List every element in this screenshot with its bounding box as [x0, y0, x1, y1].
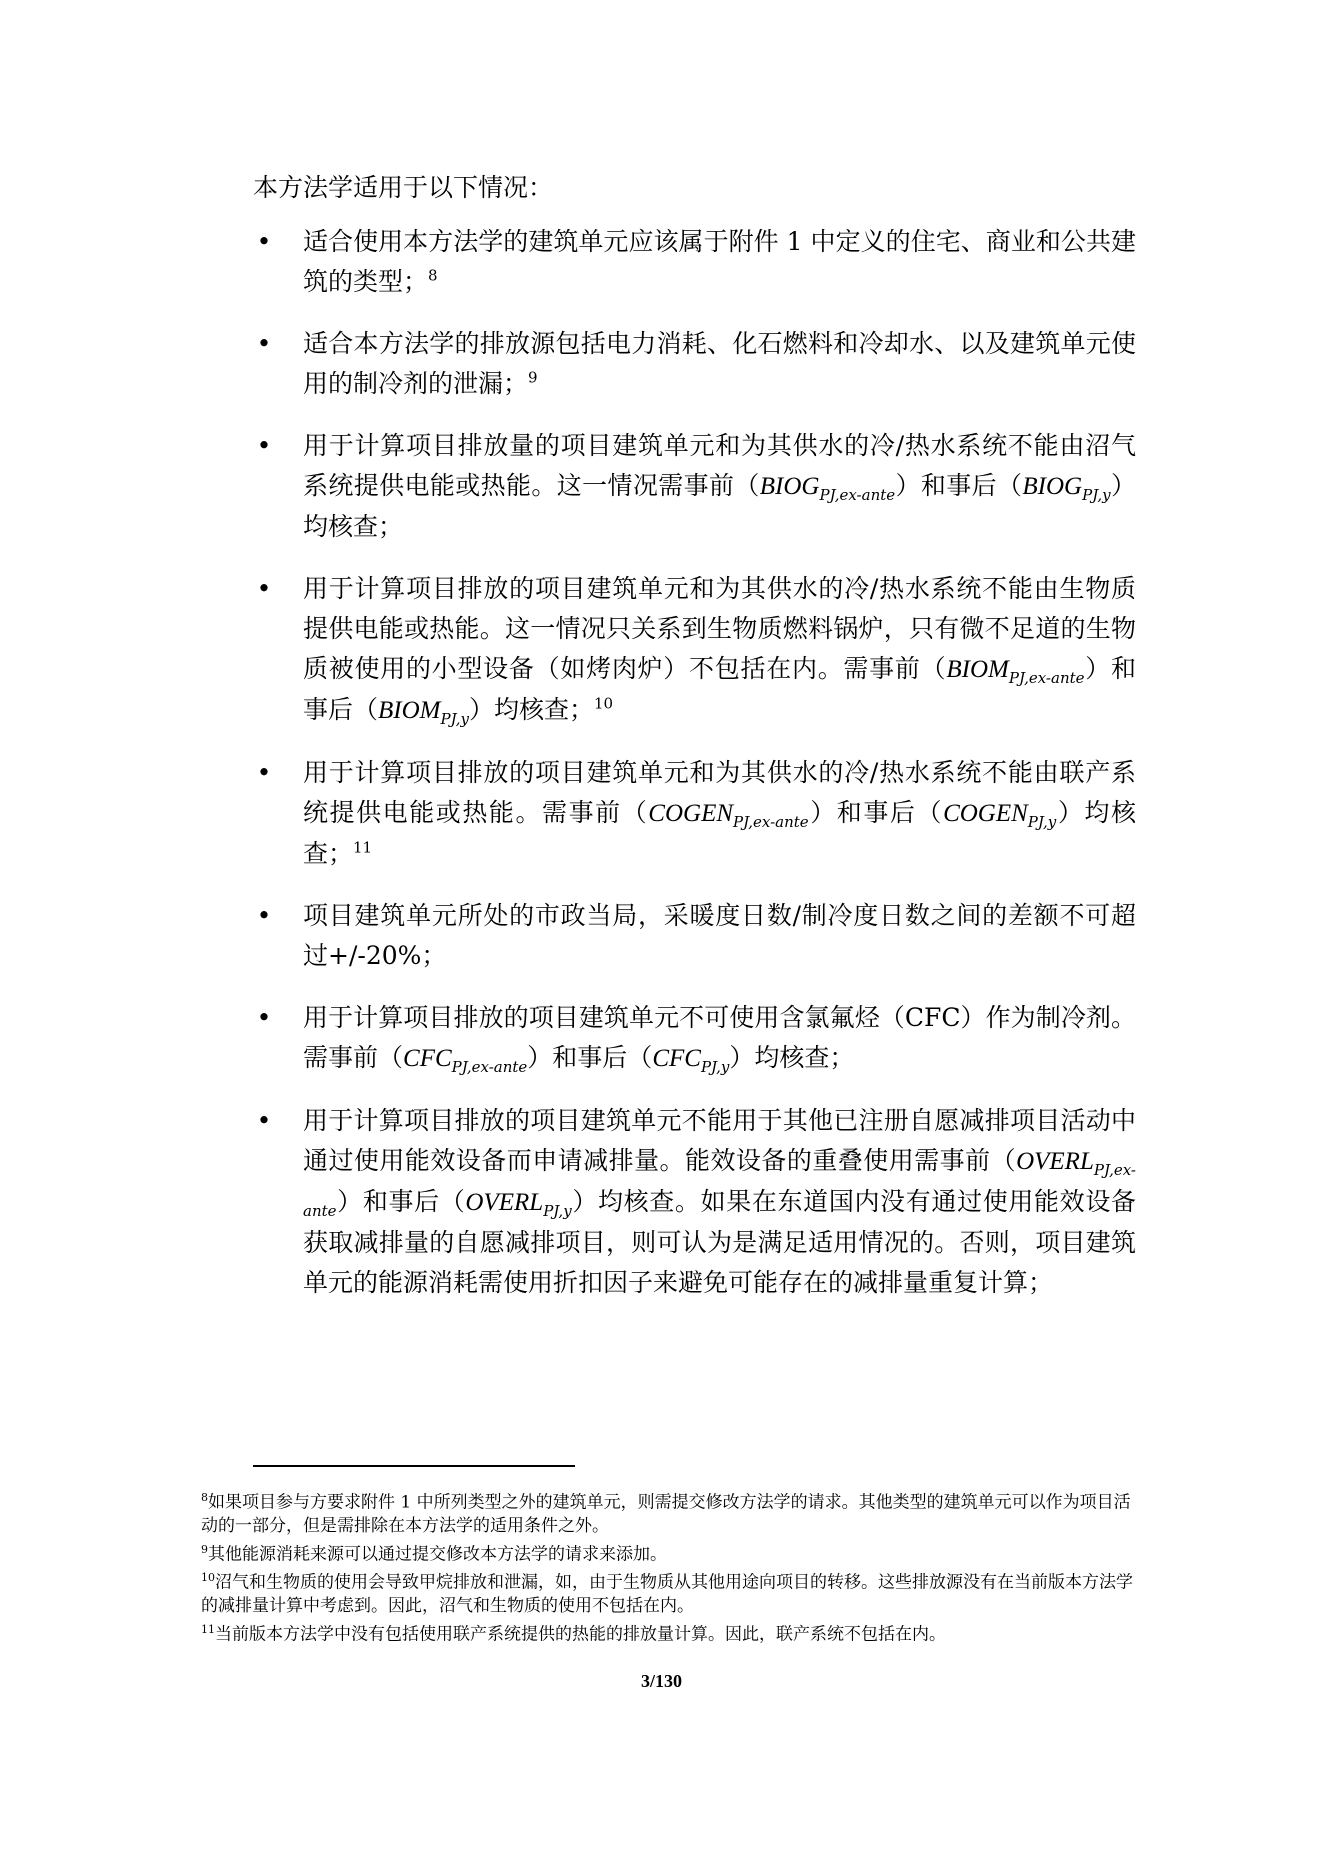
footnote-number: 9: [201, 1542, 208, 1556]
intro-text: 本方法学适用于以下情况：: [253, 173, 554, 202]
item-text: 用于计算项目排放的项目建筑单元和为其供水的冷/热水系统不能由生物质提供电能或热能。这一情况只关系到生物质燃料锅炉，只有微不足道的生物质被使用的小型设备（如烤肉炉）不包括在内。需事前（: [303, 574, 1136, 683]
parameter-subscript: PJ,y: [543, 1202, 572, 1220]
parameter-symbol: COGEN: [648, 800, 734, 827]
parameter-symbol: BIOM: [946, 656, 1009, 683]
footnote-number: 11: [201, 1622, 215, 1636]
list-item: [253, 222, 1136, 302]
list-item: [253, 998, 1136, 1079]
item-text: 适合本方法学的排放源包括电力消耗、化石燃料和冷却水、以及建筑单元使用的制冷剂的泄漏；: [303, 329, 1136, 398]
bullet-icon: •: [256, 329, 272, 358]
bullet-icon: •: [256, 1003, 272, 1032]
bullet-icon: •: [256, 431, 272, 460]
item-text: 用于计算项目排放的项目建筑单元和为其供水的冷/热水系统不能由联产系统提供电能或热能。需事前（: [303, 758, 1136, 827]
item-text: ）均核查。如果在东道国内没有通过使用能效设备获取减排量的自愿减排项目，则可认为是满足适用情况的。否则，项目建筑单元的能源消耗需使用折扣因子来避免可能存在的减排量重复计算；: [303, 1187, 1136, 1297]
parameter-symbol: BIOM: [378, 697, 441, 724]
item-text: ）和事后（: [808, 798, 944, 827]
footnote-text: 当前版本方法学中没有包括使用联产系统提供的热能的排放量计算。因此，联产系统不包括在内。: [215, 1624, 946, 1645]
footnote-number: 10: [201, 1571, 215, 1585]
bullet-icon: •: [256, 227, 272, 256]
item-text: ）均核查；: [468, 695, 594, 724]
list-item: [253, 753, 1136, 874]
parameter-symbol: OVERL: [1016, 1148, 1094, 1175]
item-text: ）均核查；: [729, 1043, 855, 1072]
footnote: [201, 1618, 1136, 1647]
bullet-icon: •: [256, 758, 272, 787]
list-item: [253, 426, 1136, 547]
item-text: ）和事后（: [895, 471, 1023, 500]
footnote-ref: 8: [428, 266, 438, 285]
item-text: 用于计算项目排放的项目建筑单元不可使用含氯氟烃（CFC）作为制冷剂。需事前（: [303, 1003, 1136, 1072]
parameter-symbol: BIOG: [759, 473, 820, 500]
bullet-icon: •: [256, 574, 272, 603]
parameter-subscript: PJ,ex-ante: [451, 1058, 528, 1076]
footnote-number: 8: [201, 1491, 208, 1504]
parameter-subscript: PJ,ex-ante: [819, 486, 896, 504]
footnote-text: 如果项目参与方要求附件 1 中所列类型之外的建筑单元，则需提交修改方法学的请求。其他类型的建筑单元可以作为项目活动的一部分，但是需排除在本方法学的适用条件之外。: [201, 1492, 1131, 1536]
parameter-symbol: COGEN: [943, 800, 1028, 827]
parameter-subscript: PJ,ex-ante: [733, 813, 809, 831]
item-text: 适合使用本方法学的建筑单元应该属于附件 1 中定义的住宅、商业和公共建筑的类型；: [303, 227, 1136, 296]
footnote: [201, 1486, 1136, 1538]
parameter-subscript: PJ,y: [1082, 486, 1111, 504]
list-item: [253, 896, 1136, 976]
applicability-list: [253, 222, 1136, 1325]
parameter-symbol: OVERL: [465, 1189, 544, 1216]
bullet-icon: •: [256, 1106, 272, 1135]
item-text: ）均核查；: [303, 798, 1136, 868]
item-text: ）和事后（: [303, 654, 1136, 724]
parameter-subscript: PJ,y: [440, 710, 469, 728]
footnote-text: 沼气和生物质的使用会导致甲烷排放和泄漏，如，由于生物质从其他用途向项目的转移。这些排放源没有在当前版本方法学的减排量计算中考虑到。因此，沼气和生物质的使用不包括在内。: [201, 1572, 1133, 1616]
page-number: 3/130: [640, 1671, 682, 1691]
item-text: 项目建筑单元所处的市政当局，采暖度日数/制冷度日数之间的差额不可超过+/-20%；: [303, 901, 1136, 970]
footnote-separator: [253, 1465, 575, 1467]
parameter-subscript: PJ,y: [700, 1058, 730, 1076]
footnote-ref: 11: [353, 838, 373, 857]
list-item: [253, 324, 1136, 404]
footnote: [201, 1566, 1136, 1618]
parameter-symbol: BIOG: [1022, 473, 1083, 500]
parameter-symbol: CFC: [652, 1045, 701, 1072]
footnote: [201, 1538, 1136, 1567]
footnotes: [201, 1486, 1136, 1647]
item-text: ）均核查；: [303, 471, 1136, 541]
footnote-text: 其他能源消耗来源可以通过提交修改本方法学的请求来添加。: [208, 1544, 667, 1565]
parameter-subscript: PJ,ex-ante: [303, 1161, 1136, 1220]
list-item: [253, 1101, 1136, 1303]
list-item: [253, 569, 1136, 731]
parameter-subscript: PJ,ex-ante: [1008, 669, 1085, 687]
parameter-subscript: PJ,y: [1027, 813, 1057, 831]
item-text: ）和事后（: [336, 1187, 466, 1216]
item-text: 用于计算项目排放量的项目建筑单元和为其供水的冷/热水系统不能由沼气系统提供电能或热能。这一情况需事前（: [303, 431, 1136, 500]
parameter-symbol: CFC: [403, 1045, 452, 1072]
footnote-ref: 9: [528, 368, 538, 387]
footnote-ref: 10: [594, 694, 614, 713]
item-text: ）和事后（: [527, 1043, 653, 1072]
bullet-icon: •: [256, 901, 272, 930]
item-text: 用于计算项目排放的项目建筑单元不能用于其他已注册自愿减排项目活动中通过使用能效设备而申请减排量。能效设备的重叠使用需事前（: [303, 1106, 1136, 1175]
